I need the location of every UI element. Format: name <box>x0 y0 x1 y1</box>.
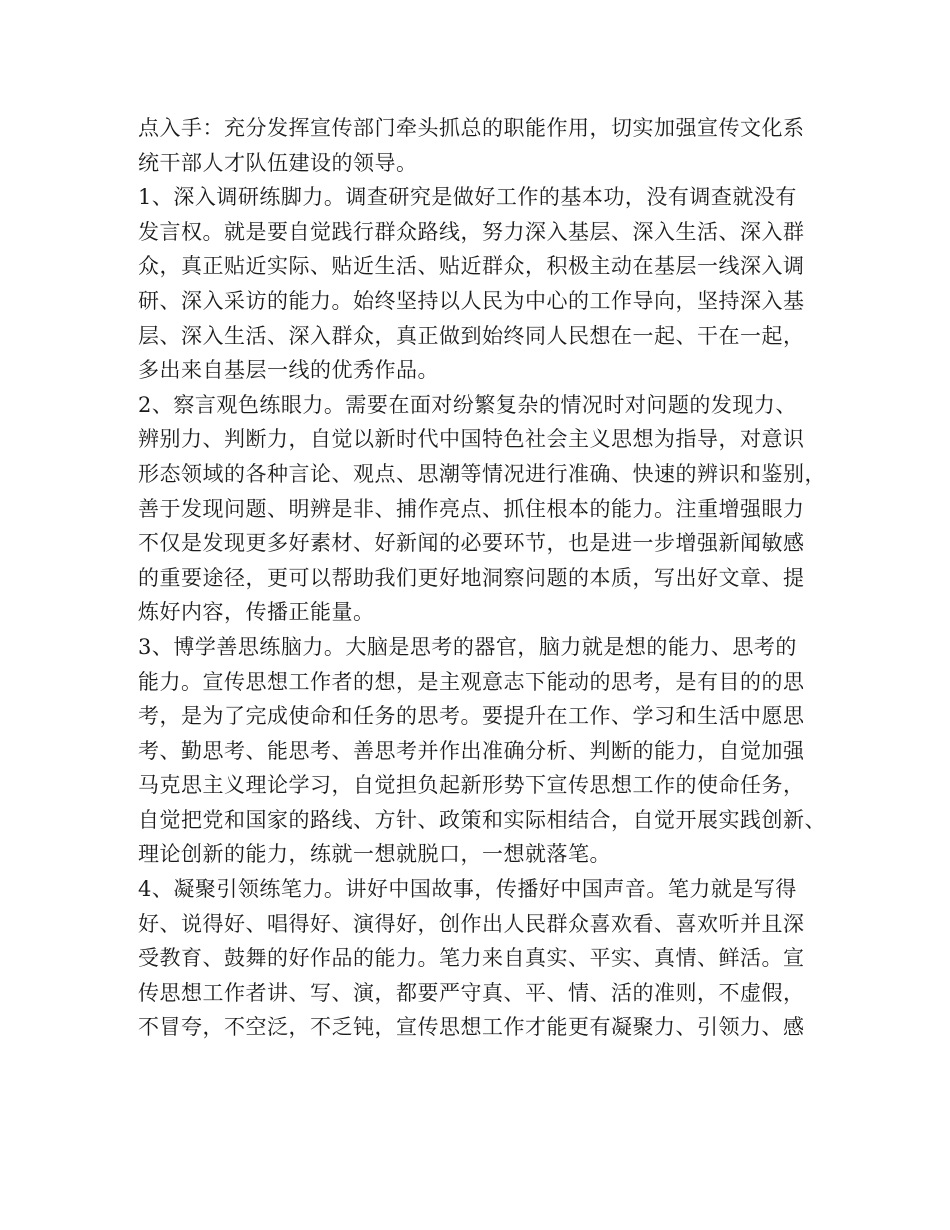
text-line: 马克思主义理论学习，自觉担负起新形势下宣传思想工作的使命任务， <box>138 773 805 798</box>
text-line: 的重要途径，更可以帮助我们更好地洞察问题的本质，写出好文章、提 <box>138 565 805 590</box>
text-line: 研、深入采访的能力。始终坚持以人民为中心的工作导向，坚持深入基 <box>138 288 805 313</box>
text-line: 不仅是发现更多好素材、好新闻的必要环节，也是进一步增强新闻敏感 <box>138 531 805 556</box>
text-line: 统干部人才队伍建设的领导。 <box>138 150 418 175</box>
text-line: 点入手：充分发挥宣传部门牵头抓总的职能作用，切实加强宣传文化系 <box>138 116 805 140</box>
text-line: 4、凝聚引领练笔力。讲好中国故事，传播好中国声音。笔力就是写得 <box>138 877 797 902</box>
text-line: 善于发现问题、明辨是非、捕作亮点、抓住根本的能力。注重增强眼力 <box>138 496 805 521</box>
text-line: 不冒夸，不空泛，不乏钝，宣传思想工作才能更有凝聚力、引领力、感 <box>138 1015 805 1040</box>
text-line: 多出来自基层一线的优秀作品。 <box>138 358 439 383</box>
text-line: 3、博学善思练脑力。大脑是思考的器官，脑力就是想的能力、思考的 <box>138 634 797 659</box>
text-line: 形态领域的各种言论、观点、思潮等情况进行准确、快速的辨识和鉴别， <box>138 461 826 486</box>
text-line: 众，真正贴近实际、贴近生活、贴近群众，积极主动在基层一线深入调 <box>138 254 805 279</box>
text-line: 传思想工作者讲、写、演，都要严守真、平、情、活的准则，不虚假， <box>138 980 805 1005</box>
text-line: 能力。宣传思想工作者的想，是主观意志下能动的思考，是有目的的思 <box>138 669 805 694</box>
text-line: 考，是为了完成使命和任务的思考。要提升在工作、学习和生活中愿思 <box>138 704 805 729</box>
text-line: 发言权。就是要自觉践行群众路线，努力深入基层、深入生活、深入群 <box>138 219 805 244</box>
text-line: 受教育、鼓舞的好作品的能力。笔力来自真实、平实、真情、鲜活。宣 <box>138 946 805 971</box>
document-body <box>138 111 828 1045</box>
text-line: 2、察言观色练眼力。需要在面对纷繁复杂的情况时对问题的发现力、 <box>138 392 797 417</box>
text-line: 炼好内容，传播正能量。 <box>138 600 375 625</box>
text-line: 考、勤思考、能思考、善思考并作出准确分析、判断的能力，自觉加强 <box>138 738 805 763</box>
text-line: 1、深入调研练脚力。调查研究是做好工作的基本功，没有调查就没有 <box>138 185 797 210</box>
text-line: 理论创新的能力，练就一想就脱口，一想就落笔。 <box>138 842 611 867</box>
text-line: 辨别力、判断力，自觉以新时代中国特色社会主义思想为指导，对意识 <box>138 427 805 452</box>
text-line: 自觉把党和国家的路线、方针、政策和实际相结合，自觉开展实践创新、 <box>138 807 826 832</box>
text-line: 层、深入生活、深入群众，真正做到始终同人民想在一起、干在一起， <box>138 323 805 348</box>
text-line: 好、说得好、唱得好、演得好，创作出人民群众喜欢看、喜欢听并且深 <box>138 911 805 936</box>
